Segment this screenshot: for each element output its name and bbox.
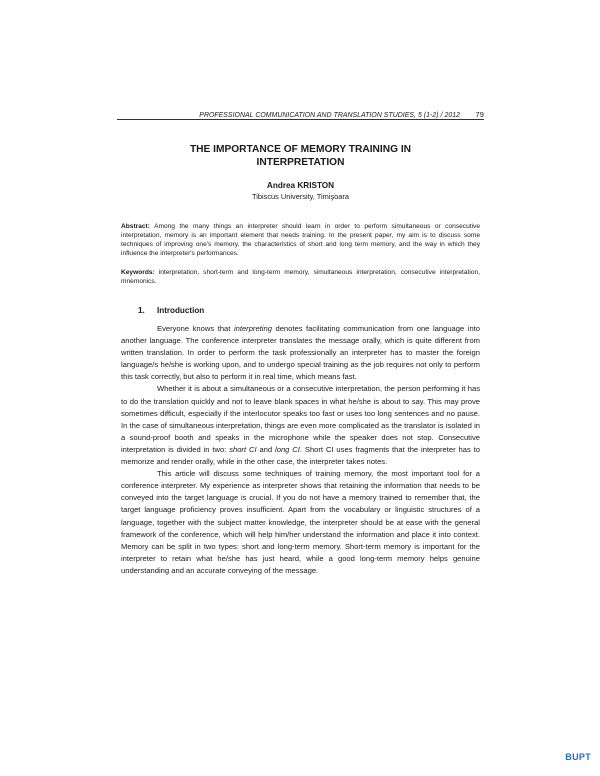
title-line-1: THE IMPORTANCE OF MEMORY TRAINING IN xyxy=(189,144,412,155)
keywords-text: interpretation, short-term and long-term memory, simultaneous interpretation, consecutive interpretation, mnemonics. xyxy=(121,269,480,285)
p2-text-mid: and xyxy=(256,444,276,454)
p1-emphasis: interpreting xyxy=(233,324,272,333)
paragraph-3: This article will discuss some techniques of training memory, the most important tool for a conference interpreter. My experience as interpreter shows that retaining the information that needs to be conveyed into the target language is crucial. If you do not have a memory trained to remember that, the target language proficiency proves insufficient. Apart from the vocabulary or linguistic structures of a language, together with the subject matter knowledge, the interpreter should be at ease with the general framework of the conference, which will help him/her understand the information and place it into context. Memory can be split in two types: short and long-term memory. Short-term memory is important for the interpreter to retain what he/she has just heard, while a good long-term memory helps genuine understanding and an accurate conveying of the message. xyxy=(121,469,480,575)
header-rule xyxy=(117,119,484,120)
title-line-2: INTERPRETATION xyxy=(256,156,345,168)
p2-emphasis-1: short CI xyxy=(229,444,257,454)
keywords-label: Keywords: xyxy=(121,269,155,276)
running-header xyxy=(117,110,484,119)
section-heading xyxy=(138,306,204,315)
p1-text-a: Everyone knows that xyxy=(157,324,234,333)
watermark-logo: BUPT xyxy=(565,752,591,762)
p1-text-b: denotes facilitating communication from one language into another language. The conference interpreter translates the message orally, which is quite different from written translation. In order to perform the task professionally an interpreter has to master the foreign language/s he/she is working upon, and to undergo special training as the job requires not only to perform this task correctly, but also to perform it in real time, which means fast. xyxy=(121,324,481,382)
abstract-label: Abstract: xyxy=(121,223,150,230)
author-name: Andrea KRISTON xyxy=(266,181,335,190)
paragraph-2 xyxy=(121,383,480,468)
body-text xyxy=(121,323,480,577)
abstract-text: Among the many things an interpreter should learn in order to perform simultaneous or consecutive interpretation, memory is an important element that needs training. In the present paper, my aim is to discuss some techniques of improving one's memory, the characteristics of short and long term memory, and the way in which they influence the interpreter's performances. xyxy=(121,223,481,257)
section-number: 1. xyxy=(138,306,145,315)
paragraph-1 xyxy=(121,323,480,383)
abstract-block xyxy=(121,223,480,259)
p2-text-a: Whether it is about a simultaneous or a consecutive interpretation, the person performing it has to do the translation quickly and not to leave blank spaces in what he/she is about to say. This may prove sometimes difficult, especially if the interlocutor speaks too fast or uses too long sentences and no pause. In the case of simultaneous interpretation, things are even more complicated as the translator is isolated in a sound-proof booth and speaks in the microphone while the speaker does not stop. Consecutive interpretation is divided in two: xyxy=(121,384,480,454)
p2-emphasis-2: long CI xyxy=(275,444,300,454)
keywords-block xyxy=(121,269,480,287)
p2-text-b: . Short CI uses fragments that the interpreter has to memorize and render orally, while in the other case, the interpreter takes notes. xyxy=(121,444,481,467)
section-title: Introduction xyxy=(157,306,205,315)
page-number: 79 xyxy=(475,110,484,119)
article-title xyxy=(117,144,484,169)
journal-citation: PROFESSIONAL COMMUNICATION AND TRANSLATION STUDIES, 5 (1-2) / 2012 xyxy=(199,112,461,119)
author-affiliation: Tibiscus University, Timişoara xyxy=(252,192,349,201)
